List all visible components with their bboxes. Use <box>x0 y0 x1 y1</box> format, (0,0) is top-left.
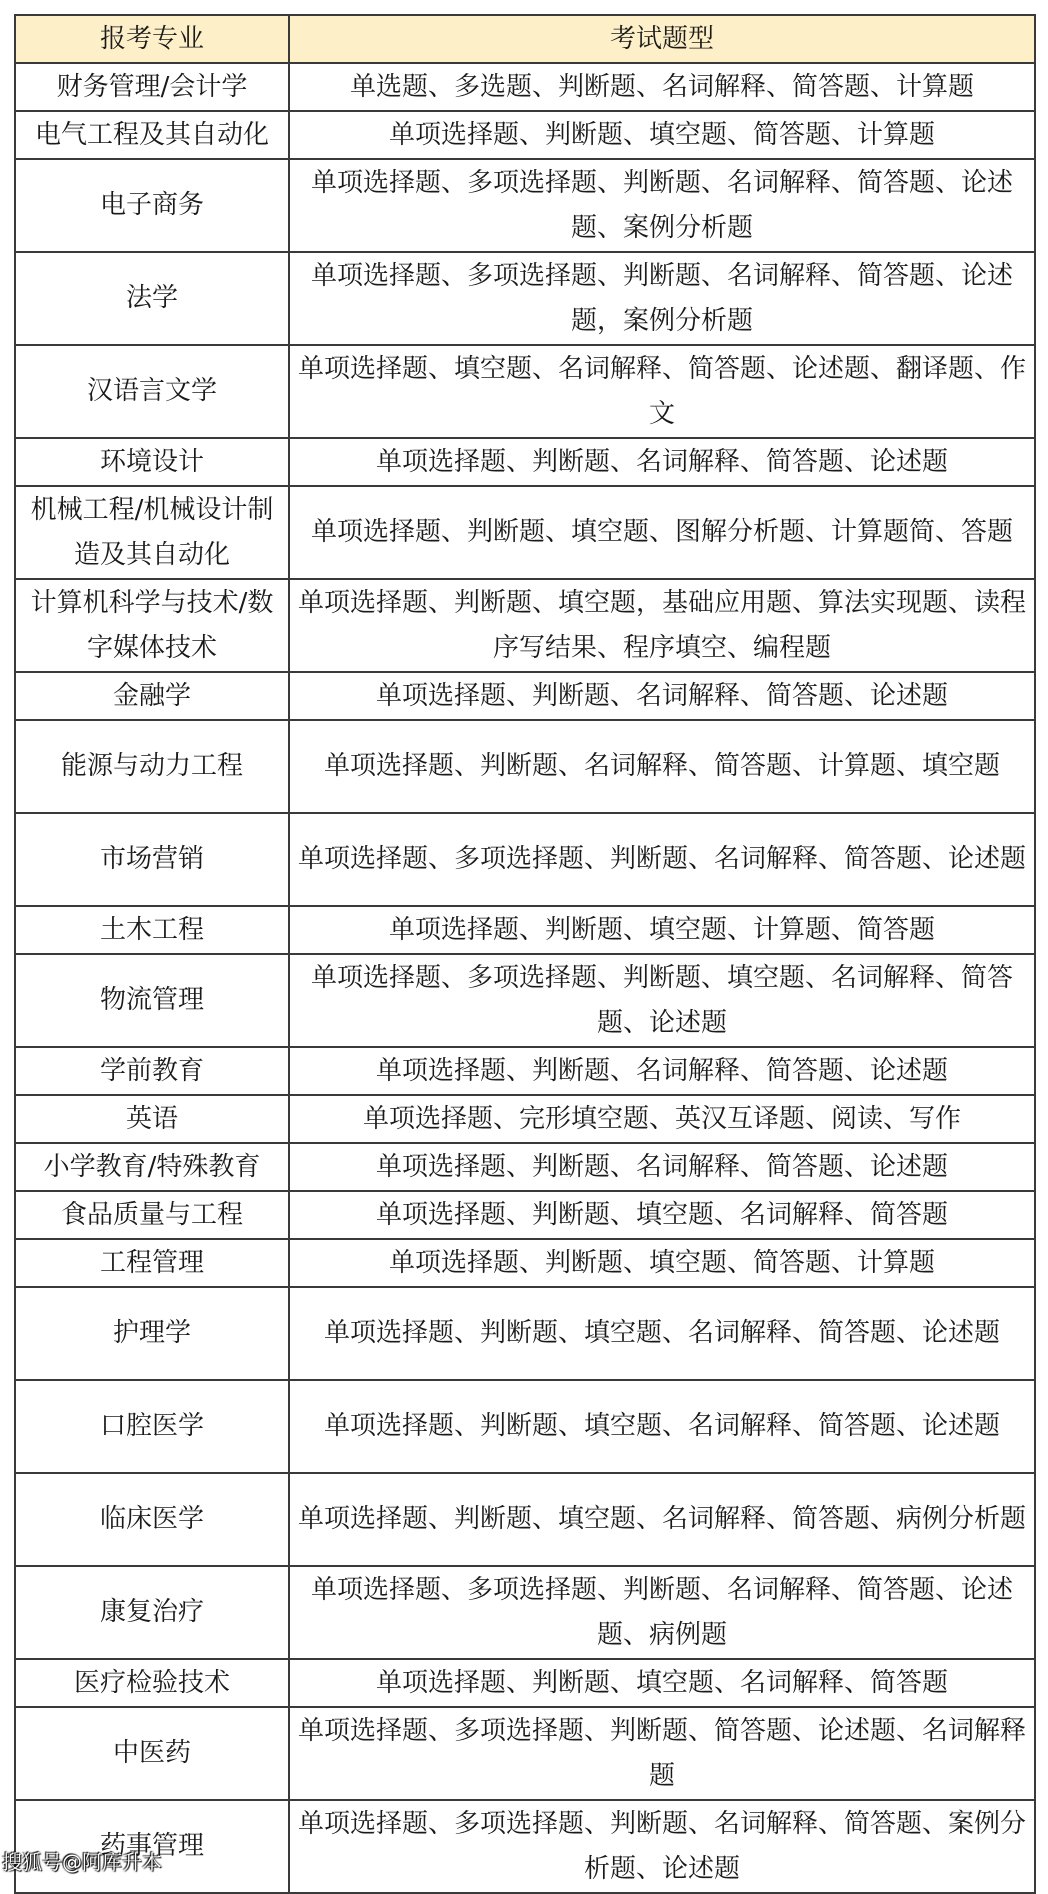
table-row <box>15 813 1035 906</box>
table-row <box>15 111 1035 159</box>
table-row <box>15 579 1035 672</box>
major-cell: 小学教育/特殊教育 <box>15 1143 289 1191</box>
major-cell: 金融学 <box>15 672 289 720</box>
major-cell: 护理学 <box>15 1287 289 1380</box>
exam-types-cell: 单项选择题、多项选择题、判断题、简答题、论述题、名词解释题 <box>289 1707 1035 1800</box>
major-cell: 计算机科学与技术/数字媒体技术 <box>15 579 289 672</box>
exam-types-cell: 单项选择题、多项选择题、判断题、填空题、名词解释、简答题、论述题 <box>289 954 1035 1047</box>
major-cell: 财务管理/会计学 <box>15 63 289 111</box>
table-row <box>15 345 1035 438</box>
table-row <box>15 438 1035 486</box>
major-cell: 电子商务 <box>15 159 289 252</box>
table-row <box>15 159 1035 252</box>
exam-types-cell: 单项选择题、判断题、名词解释、简答题、论述题 <box>289 438 1035 486</box>
major-cell: 学前教育 <box>15 1047 289 1095</box>
exam-types-cell: 单项选择题、多项选择题、判断题、名词解释、简答题、论述题 <box>289 813 1035 906</box>
major-cell: 环境设计 <box>15 438 289 486</box>
table-row <box>15 1566 1035 1659</box>
watermark: 搜狐号@阿库升本 <box>2 1850 162 1874</box>
table-row <box>15 1473 1035 1566</box>
exam-types-cell: 单项选择题、判断题、填空题、名词解释、简答题、论述题 <box>289 1380 1035 1473</box>
table-row <box>15 1707 1035 1800</box>
major-cell: 临床医学 <box>15 1473 289 1566</box>
table-row <box>15 906 1035 954</box>
major-cell: 能源与动力工程 <box>15 720 289 813</box>
major-cell: 电气工程及其自动化 <box>15 111 289 159</box>
major-cell: 市场营销 <box>15 813 289 906</box>
table-row <box>15 486 1035 579</box>
major-cell: 工程管理 <box>15 1239 289 1287</box>
table-row <box>15 672 1035 720</box>
header-major: 报考专业 <box>15 15 289 63</box>
exam-types-cell: 单项选择题、完形填空题、英汉互译题、阅读、写作 <box>289 1095 1035 1143</box>
table-row <box>15 1287 1035 1380</box>
major-cell: 土木工程 <box>15 906 289 954</box>
exam-types-cell: 单项选择题、判断题、名词解释、简答题、论述题 <box>289 1047 1035 1095</box>
major-cell: 中医药 <box>15 1707 289 1800</box>
major-cell: 法学 <box>15 252 289 345</box>
major-cell: 药事管理 <box>15 1800 289 1893</box>
major-cell: 医疗检验技术 <box>15 1659 289 1707</box>
exam-types-cell: 单项选择题、多项选择题、判断题、名词解释、简答题、案例分析题、论述题 <box>289 1800 1035 1893</box>
exam-types-cell: 单项选择题、判断题、填空题、简答题、计算题 <box>289 111 1035 159</box>
major-cell: 食品质量与工程 <box>15 1191 289 1239</box>
exam-types-cell: 单项选择题、判断题、填空题、简答题、计算题 <box>289 1239 1035 1287</box>
table-row <box>15 252 1035 345</box>
exam-types-cell: 单项选择题、多项选择题、判断题、名词解释、简答题、论述题，案例分析题 <box>289 252 1035 345</box>
exam-types-cell: 单项选择题、判断题、填空题，基础应用题、算法实现题、读程序写结果、程序填空、编程题 <box>289 579 1035 672</box>
table-row <box>15 63 1035 111</box>
table-row <box>15 1380 1035 1473</box>
table-header-row <box>15 15 1035 63</box>
exam-types-cell: 单项选择题、判断题、填空题、图解分析题、计算题简、答题 <box>289 486 1035 579</box>
exam-types-cell: 单项选择题、判断题、填空题、名词解释、简答题 <box>289 1191 1035 1239</box>
exam-types-cell: 单项选择题、判断题、填空题、名词解释、简答题 <box>289 1659 1035 1707</box>
table-row <box>15 1095 1035 1143</box>
exam-types-cell: 单项选择题、判断题、名词解释、简答题、论述题 <box>289 672 1035 720</box>
header-exam-types: 考试题型 <box>289 15 1035 63</box>
table-row <box>15 1143 1035 1191</box>
exam-types-cell: 单项选择题、多项选择题、判断题、名词解释、简答题、论述题、病例题 <box>289 1566 1035 1659</box>
exam-types-cell: 单项选择题、填空题、名词解释、简答题、论述题、翻译题、作文 <box>289 345 1035 438</box>
table-row <box>15 1659 1035 1707</box>
table-row <box>15 954 1035 1047</box>
major-cell: 机械工程/机械设计制造及其自动化 <box>15 486 289 579</box>
exam-types-cell: 单选题、多选题、判断题、名词解释、简答题、计算题 <box>289 63 1035 111</box>
table-row <box>15 720 1035 813</box>
exam-types-cell: 单项选择题、判断题、填空题、名词解释、简答题、病例分析题 <box>289 1473 1035 1566</box>
exam-types-cell: 单项选择题、判断题、填空题、名词解释、简答题、论述题 <box>289 1287 1035 1380</box>
table-row <box>15 1191 1035 1239</box>
table-row <box>15 1047 1035 1095</box>
exam-types-table <box>14 14 1036 1894</box>
major-cell: 物流管理 <box>15 954 289 1047</box>
exam-types-cell: 单项选择题、判断题、名词解释、简答题、计算题、填空题 <box>289 720 1035 813</box>
major-cell: 康复治疗 <box>15 1566 289 1659</box>
table-row <box>15 1800 1035 1893</box>
exam-types-cell: 单项选择题、多项选择题、判断题、名词解释、简答题、论述题、案例分析题 <box>289 159 1035 252</box>
major-cell: 汉语言文学 <box>15 345 289 438</box>
exam-types-cell: 单项选择题、判断题、填空题、计算题、简答题 <box>289 906 1035 954</box>
major-cell: 口腔医学 <box>15 1380 289 1473</box>
major-cell: 英语 <box>15 1095 289 1143</box>
exam-types-cell: 单项选择题、判断题、名词解释、简答题、论述题 <box>289 1143 1035 1191</box>
table-row <box>15 1239 1035 1287</box>
